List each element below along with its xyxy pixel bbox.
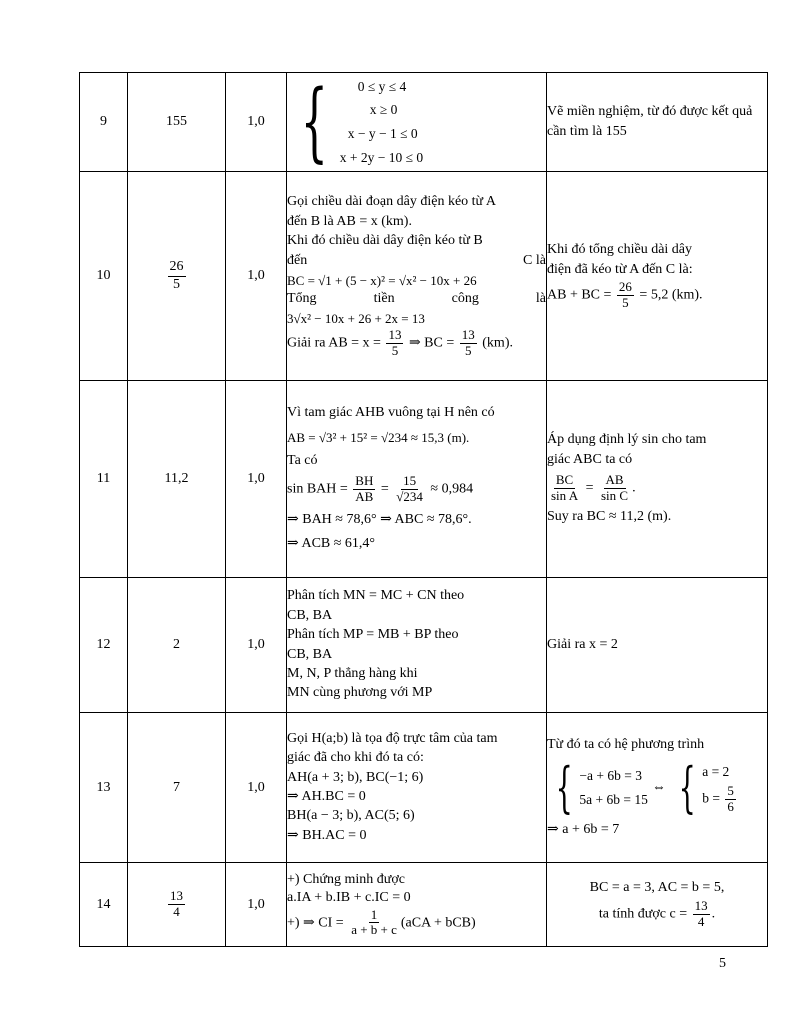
points: 1,0 bbox=[226, 578, 287, 713]
table-row bbox=[80, 863, 768, 947]
answer-value: $\frac{26}{5}$ bbox=[128, 172, 226, 381]
points: 1,0 bbox=[226, 381, 287, 578]
solution-conclusion: Khi đó tổng chiều dài dây điện đã kéo từ A đến C là: AB + BC = $\frac{26}{5}$ = 5,2 (km). bbox=[547, 172, 768, 381]
answer-value: 2 bbox=[128, 578, 226, 713]
points: 1,0 bbox=[226, 863, 287, 947]
answer-value: 7 bbox=[128, 713, 226, 863]
points: 1,0 bbox=[226, 172, 287, 381]
answer-value: 155 bbox=[128, 73, 226, 172]
question-number: 13 bbox=[80, 713, 128, 863]
points: 1,0 bbox=[226, 713, 287, 863]
answer-value: $\frac{13}{4}$ bbox=[128, 863, 226, 947]
solution-steps: Vì tam giác AHB vuông tại H nên có AB = √3² + 15² = √234 ≈ 15,3 (m). Ta có sin BAH = $\frac{BH}{AB}$ = $\frac{15}{√234}$ ≈ 0,984 ⇒ BAH ≈ 78,6° ⇒ ABC ≈ 78,6°. ⇒ ACB ≈ 61,4° bbox=[287, 381, 547, 578]
solution-conclusion: BC = a = 3, AC = b = 5, ta tính được c = $\frac{13}{4}$ . bbox=[547, 863, 768, 947]
answer-value: 11,2 bbox=[128, 381, 226, 578]
question-number: 11 bbox=[80, 381, 128, 578]
equation-system: { −a + 6b = 3 5a + 6b = 15 ⇔ { a = 2 b = $\frac{5}{6}$ bbox=[555, 755, 734, 819]
solution-conclusion: Vẽ miền nghiệm, từ đó được kết quả cần tìm là 155 bbox=[547, 73, 768, 172]
question-number: 9 bbox=[80, 73, 128, 172]
question-number: 12 bbox=[80, 578, 128, 713]
answer-table bbox=[79, 72, 768, 947]
solution-steps bbox=[287, 73, 547, 172]
table-row bbox=[80, 713, 768, 863]
table-row bbox=[80, 172, 768, 381]
solution-conclusion: Áp dụng định lý sin cho tam giác ABC ta có $\frac{BC}{\text{sin A}}$ = $\frac{AB}{\text{sin C}}$ . Suy ra BC ≈ 11,2 (m). bbox=[547, 381, 768, 578]
solution-conclusion: Từ đó ta có hệ phương trình { −a + 6b = 3 5a + 6b = 15 ⇔ { a = 2 b = $\frac{5}{6}$ ⇒ a + 6b = 7 bbox=[547, 713, 768, 863]
table-row bbox=[80, 578, 768, 713]
points: 1,0 bbox=[226, 73, 287, 172]
page-number: 5 bbox=[719, 956, 726, 971]
solution-conclusion: Giải ra x = 2 bbox=[547, 578, 768, 713]
table-row bbox=[80, 381, 768, 578]
solution-steps: Gọi chiều dài đoạn dây điện kéo từ A đến B là AB = x (km). Khi đó chiều dài dây điện kéo từ B đến C là BC = √1 + (5 − x)² = √x² − 10x + 26 Tổng tiền công là 3√x² − 10x + 26 + 2x = 13 Giải ra AB = x = $\frac{13}{5}$ ⇒ BC = $\frac{13}{5}$ (km). bbox=[287, 172, 547, 381]
question-number: 14 bbox=[80, 863, 128, 947]
solution-steps: Phân tích MN = MC + CN theo CB, BA Phân tích MP = MB + BP theo CB, BA M, N, P thẳng hàng khi MN cùng phương với MP bbox=[287, 578, 547, 713]
question-number: 10 bbox=[80, 172, 128, 381]
inequality-system: { 0 ≤ y ≤ 4 x ≥ 0 x − y − 1 ≤ 0 x + 2y − 10 ≤ 0 bbox=[300, 72, 424, 172]
solution-steps: Gọi H(a;b) là tọa độ trực tâm của tam giác đã cho khi đó ta có: AH(a + 3; b), BC(−1; 6) ⇒ AH.BC = 0 BH(a − 3; b), AC(5; 6) ⇒ BH.AC = 0 bbox=[287, 713, 547, 863]
solution-steps: +) Chứng minh được a.IA + b.IB + c.IC = 0 +) ⇒ CI = $\frac{1}{a + b + c}$ (aCA + bCB) bbox=[287, 863, 547, 947]
table-row bbox=[80, 73, 768, 172]
